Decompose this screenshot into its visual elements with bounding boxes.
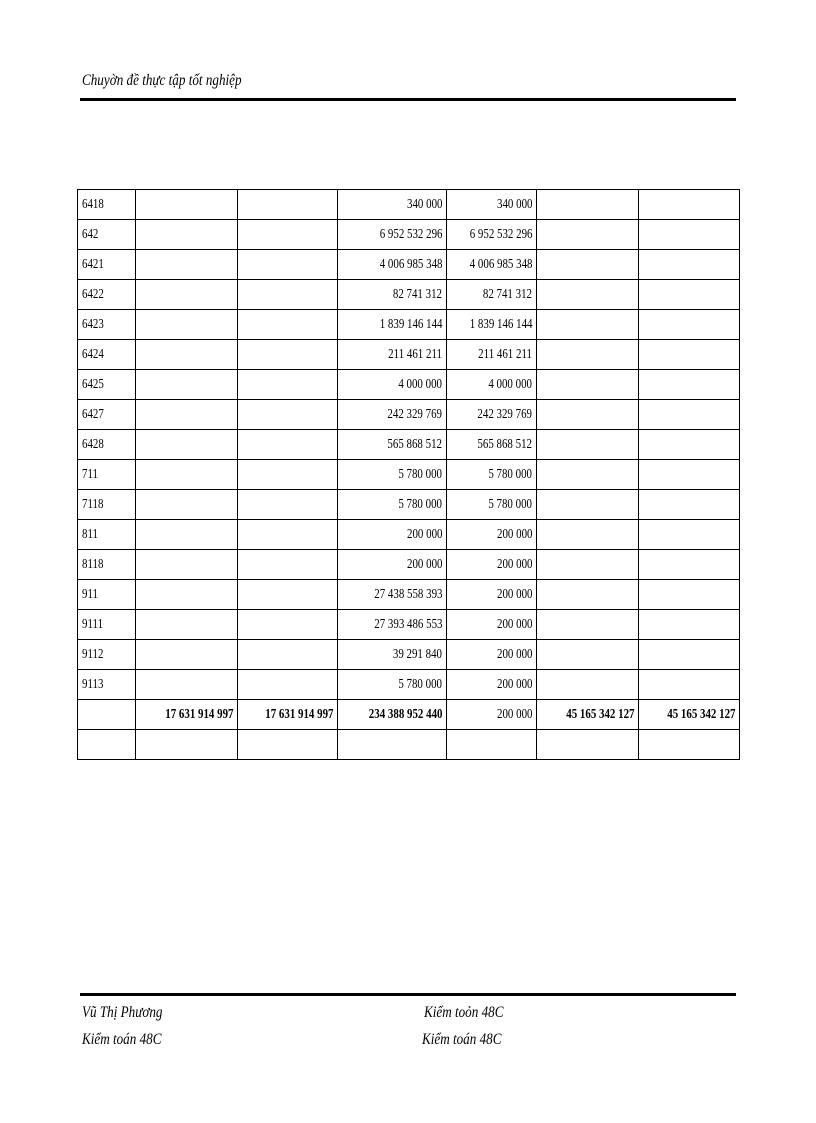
amount-cell-c1 <box>136 400 238 430</box>
amount-cell-c5 <box>537 490 639 520</box>
account-cell <box>78 700 136 730</box>
amount-cell-c6 <box>639 400 740 430</box>
account-code: 6428 <box>82 437 104 452</box>
amount-cell-c3 <box>338 610 447 640</box>
empty-cell <box>639 730 740 760</box>
amount-cell-c4 <box>447 370 537 400</box>
ledger-table <box>77 189 740 760</box>
account-cell <box>78 520 136 550</box>
amount-cell-c6 <box>639 460 740 490</box>
account-code: 6423 <box>82 317 104 332</box>
amount-cell-c4 <box>447 670 537 700</box>
amount-cell-c5 <box>537 670 639 700</box>
amount-cell-c3 <box>338 400 447 430</box>
amount-cell-c1 <box>136 610 238 640</box>
amount-cell-c3 <box>338 640 447 670</box>
account-cell <box>78 280 136 310</box>
amount-cell-c5 <box>537 550 639 580</box>
amount-value: 234 388 952 440 <box>368 707 442 722</box>
table-row <box>78 490 740 520</box>
amount-value: 4 006 985 348 <box>379 257 442 272</box>
amount-cell-c4 <box>447 460 537 490</box>
amount-cell-c6 <box>639 640 740 670</box>
table-row <box>78 400 740 430</box>
amount-cell-c2 <box>238 490 338 520</box>
amount-cell-c5 <box>537 400 639 430</box>
account-code: 9112 <box>82 647 104 662</box>
amount-cell-c4 <box>447 580 537 610</box>
amount-value: 4 006 985 348 <box>469 257 532 272</box>
amount-cell-c1 <box>136 310 238 340</box>
amount-cell-c6 <box>639 700 740 730</box>
table-row <box>78 340 740 370</box>
account-code: 7118 <box>82 497 104 512</box>
account-cell <box>78 580 136 610</box>
account-cell <box>78 400 136 430</box>
amount-value: 211 461 211 <box>478 347 532 362</box>
table-row <box>78 250 740 280</box>
table-row <box>78 670 740 700</box>
amount-cell-c5 <box>537 520 639 550</box>
amount-cell-c6 <box>639 190 740 220</box>
amount-value: 45 165 342 127 <box>666 707 735 722</box>
table-row <box>78 580 740 610</box>
table-row <box>78 640 740 670</box>
amount-value: 27 393 486 553 <box>373 617 442 632</box>
amount-cell-c1 <box>136 670 238 700</box>
account-code: 9111 <box>82 617 104 632</box>
amount-cell-c6 <box>639 340 740 370</box>
amount-cell-c6 <box>639 310 740 340</box>
account-code: 711 <box>82 467 98 482</box>
amount-value: 200 000 <box>406 527 442 542</box>
amount-value: 6 952 532 296 <box>469 227 532 242</box>
account-cell <box>78 670 136 700</box>
amount-cell-c5 <box>537 280 639 310</box>
amount-cell-c4 <box>447 280 537 310</box>
amount-cell-c6 <box>639 610 740 640</box>
empty-cell <box>447 730 537 760</box>
account-code: 811 <box>82 527 98 542</box>
amount-cell-c2 <box>238 550 338 580</box>
account-cell <box>78 190 136 220</box>
amount-cell-c3 <box>338 220 447 250</box>
amount-cell-c3 <box>338 340 447 370</box>
amount-cell-c4 <box>447 520 537 550</box>
amount-cell-c2 <box>238 280 338 310</box>
amount-value: 1 839 146 144 <box>379 317 442 332</box>
amount-cell-c2 <box>238 250 338 280</box>
amount-cell-c5 <box>537 580 639 610</box>
amount-cell-c1 <box>136 250 238 280</box>
amount-cell-c2 <box>238 310 338 340</box>
amount-cell-c2 <box>238 610 338 640</box>
amount-cell-c1 <box>136 190 238 220</box>
account-code: 6418 <box>82 197 104 212</box>
amount-value: 200 000 <box>496 677 532 692</box>
amount-cell-c1 <box>136 490 238 520</box>
footer-class-left: Kiểm toán 48C <box>82 1031 162 1048</box>
amount-cell-c4 <box>447 190 537 220</box>
amount-value: 200 000 <box>496 647 532 662</box>
amount-value: 340 000 <box>406 197 442 212</box>
table-row <box>78 610 740 640</box>
amount-cell-c2 <box>238 430 338 460</box>
amount-cell-c6 <box>639 580 740 610</box>
ledger-body <box>78 190 740 760</box>
account-code: 911 <box>82 587 98 602</box>
amount-cell-c1 <box>136 340 238 370</box>
table-row <box>78 550 740 580</box>
amount-cell-c2 <box>238 400 338 430</box>
amount-cell-c6 <box>639 490 740 520</box>
account-cell <box>78 460 136 490</box>
empty-cell <box>238 730 338 760</box>
amount-cell-c2 <box>238 670 338 700</box>
amount-value: 4 000 000 <box>398 377 442 392</box>
account-cell <box>78 550 136 580</box>
empty-cell <box>78 730 136 760</box>
amount-cell-c2 <box>238 220 338 250</box>
amount-cell-c2 <box>238 640 338 670</box>
amount-cell-c5 <box>537 340 639 370</box>
amount-cell-c2 <box>238 700 338 730</box>
amount-cell-c1 <box>136 220 238 250</box>
amount-value: 565 868 512 <box>387 437 442 452</box>
amount-cell-c4 <box>447 490 537 520</box>
amount-cell-c6 <box>639 280 740 310</box>
account-cell <box>78 430 136 460</box>
amount-cell-c1 <box>136 280 238 310</box>
amount-cell-c3 <box>338 700 447 730</box>
amount-cell-c2 <box>238 460 338 490</box>
amount-cell-c1 <box>136 550 238 580</box>
empty-row <box>78 730 740 760</box>
account-cell <box>78 640 136 670</box>
amount-value: 200 000 <box>496 707 532 722</box>
amount-cell-c4 <box>447 220 537 250</box>
amount-cell-c5 <box>537 640 639 670</box>
table-row <box>78 190 740 220</box>
amount-value: 200 000 <box>406 557 442 572</box>
amount-cell-c4 <box>447 610 537 640</box>
amount-cell-c4 <box>447 400 537 430</box>
amount-value: 39 291 840 <box>392 647 442 662</box>
amount-cell-c5 <box>537 460 639 490</box>
amount-cell-c3 <box>338 520 447 550</box>
amount-cell-c6 <box>639 670 740 700</box>
amount-cell-c3 <box>338 280 447 310</box>
page-header-title: Chuyờn đề thực tập tốt nghiệp <box>82 72 242 89</box>
amount-cell-c5 <box>537 370 639 400</box>
amount-cell-c5 <box>537 610 639 640</box>
amount-cell-c1 <box>136 640 238 670</box>
amount-value: 82 741 312 <box>392 287 442 302</box>
amount-value: 200 000 <box>496 527 532 542</box>
amount-value: 200 000 <box>496 617 532 632</box>
table-row <box>78 430 740 460</box>
table-row <box>78 520 740 550</box>
amount-cell-c6 <box>639 430 740 460</box>
amount-value: 5 780 000 <box>488 467 532 482</box>
amount-cell-c3 <box>338 460 447 490</box>
amount-value: 5 780 000 <box>398 467 442 482</box>
amount-cell-c1 <box>136 460 238 490</box>
amount-cell-c2 <box>238 190 338 220</box>
amount-cell-c5 <box>537 250 639 280</box>
amount-cell-c2 <box>238 370 338 400</box>
amount-cell-c4 <box>447 640 537 670</box>
empty-cell <box>537 730 639 760</box>
account-code: 642 <box>82 227 99 242</box>
account-cell <box>78 340 136 370</box>
amount-cell-c3 <box>338 490 447 520</box>
amount-cell-c1 <box>136 580 238 610</box>
amount-value: 200 000 <box>496 557 532 572</box>
amount-value: 211 461 211 <box>388 347 442 362</box>
header-divider <box>80 98 736 101</box>
total-row <box>78 700 740 730</box>
account-code: 6425 <box>82 377 104 392</box>
footer-class-right-2: Kiểm toán 48C <box>422 1031 502 1048</box>
account-cell <box>78 370 136 400</box>
amount-value: 242 329 769 <box>477 407 532 422</box>
amount-cell-c3 <box>338 670 447 700</box>
amount-value: 5 780 000 <box>488 497 532 512</box>
table-row <box>78 310 740 340</box>
amount-cell-c4 <box>447 700 537 730</box>
table-row <box>78 280 740 310</box>
amount-cell-c6 <box>639 550 740 580</box>
footer-divider <box>80 993 736 996</box>
account-cell <box>78 220 136 250</box>
amount-cell-c6 <box>639 370 740 400</box>
amount-cell-c3 <box>338 550 447 580</box>
amount-cell-c4 <box>447 310 537 340</box>
account-cell <box>78 490 136 520</box>
amount-value: 200 000 <box>496 587 532 602</box>
account-code: 9113 <box>82 677 104 692</box>
amount-cell-c5 <box>537 310 639 340</box>
account-code: 6422 <box>82 287 104 302</box>
amount-cell-c1 <box>136 520 238 550</box>
account-code: 8118 <box>82 557 104 572</box>
amount-cell-c4 <box>447 550 537 580</box>
amount-cell-c3 <box>338 310 447 340</box>
amount-cell-c3 <box>338 580 447 610</box>
amount-cell-c3 <box>338 430 447 460</box>
account-code: 6421 <box>82 257 104 272</box>
footer-class-right-1: Kiểm toỏn 48C <box>424 1004 504 1021</box>
amount-value: 17 631 914 997 <box>264 707 333 722</box>
amount-cell-c1 <box>136 430 238 460</box>
empty-cell <box>338 730 447 760</box>
amount-cell-c4 <box>447 340 537 370</box>
amount-cell-c2 <box>238 340 338 370</box>
amount-value: 565 868 512 <box>477 437 532 452</box>
footer-author: Vũ Thị Phương <box>82 1004 163 1021</box>
amount-cell-c1 <box>136 370 238 400</box>
table-row <box>78 370 740 400</box>
amount-cell-c5 <box>537 190 639 220</box>
account-code: 6427 <box>82 407 104 422</box>
amount-cell-c4 <box>447 250 537 280</box>
account-code: 6424 <box>82 347 104 362</box>
amount-cell-c6 <box>639 250 740 280</box>
amount-value: 45 165 342 127 <box>565 707 634 722</box>
amount-cell-c1 <box>136 700 238 730</box>
amount-cell-c6 <box>639 520 740 550</box>
empty-cell <box>136 730 238 760</box>
amount-cell-c3 <box>338 250 447 280</box>
amount-value: 242 329 769 <box>387 407 442 422</box>
amount-cell-c3 <box>338 190 447 220</box>
amount-value: 5 780 000 <box>398 497 442 512</box>
table-row <box>78 460 740 490</box>
amount-cell-c5 <box>537 430 639 460</box>
amount-value: 5 780 000 <box>398 677 442 692</box>
amount-value: 1 839 146 144 <box>469 317 532 332</box>
amount-value: 340 000 <box>496 197 532 212</box>
account-cell <box>78 610 136 640</box>
amount-value: 82 741 312 <box>482 287 532 302</box>
account-cell <box>78 250 136 280</box>
amount-cell-c2 <box>238 580 338 610</box>
amount-cell-c5 <box>537 700 639 730</box>
amount-cell-c3 <box>338 370 447 400</box>
amount-cell-c4 <box>447 430 537 460</box>
amount-value: 4 000 000 <box>488 377 532 392</box>
amount-value: 17 631 914 997 <box>164 707 233 722</box>
amount-cell-c6 <box>639 220 740 250</box>
amount-value: 27 438 558 393 <box>373 587 442 602</box>
table-row <box>78 220 740 250</box>
amount-cell-c2 <box>238 520 338 550</box>
account-cell <box>78 310 136 340</box>
amount-cell-c5 <box>537 220 639 250</box>
amount-value: 6 952 532 296 <box>379 227 442 242</box>
